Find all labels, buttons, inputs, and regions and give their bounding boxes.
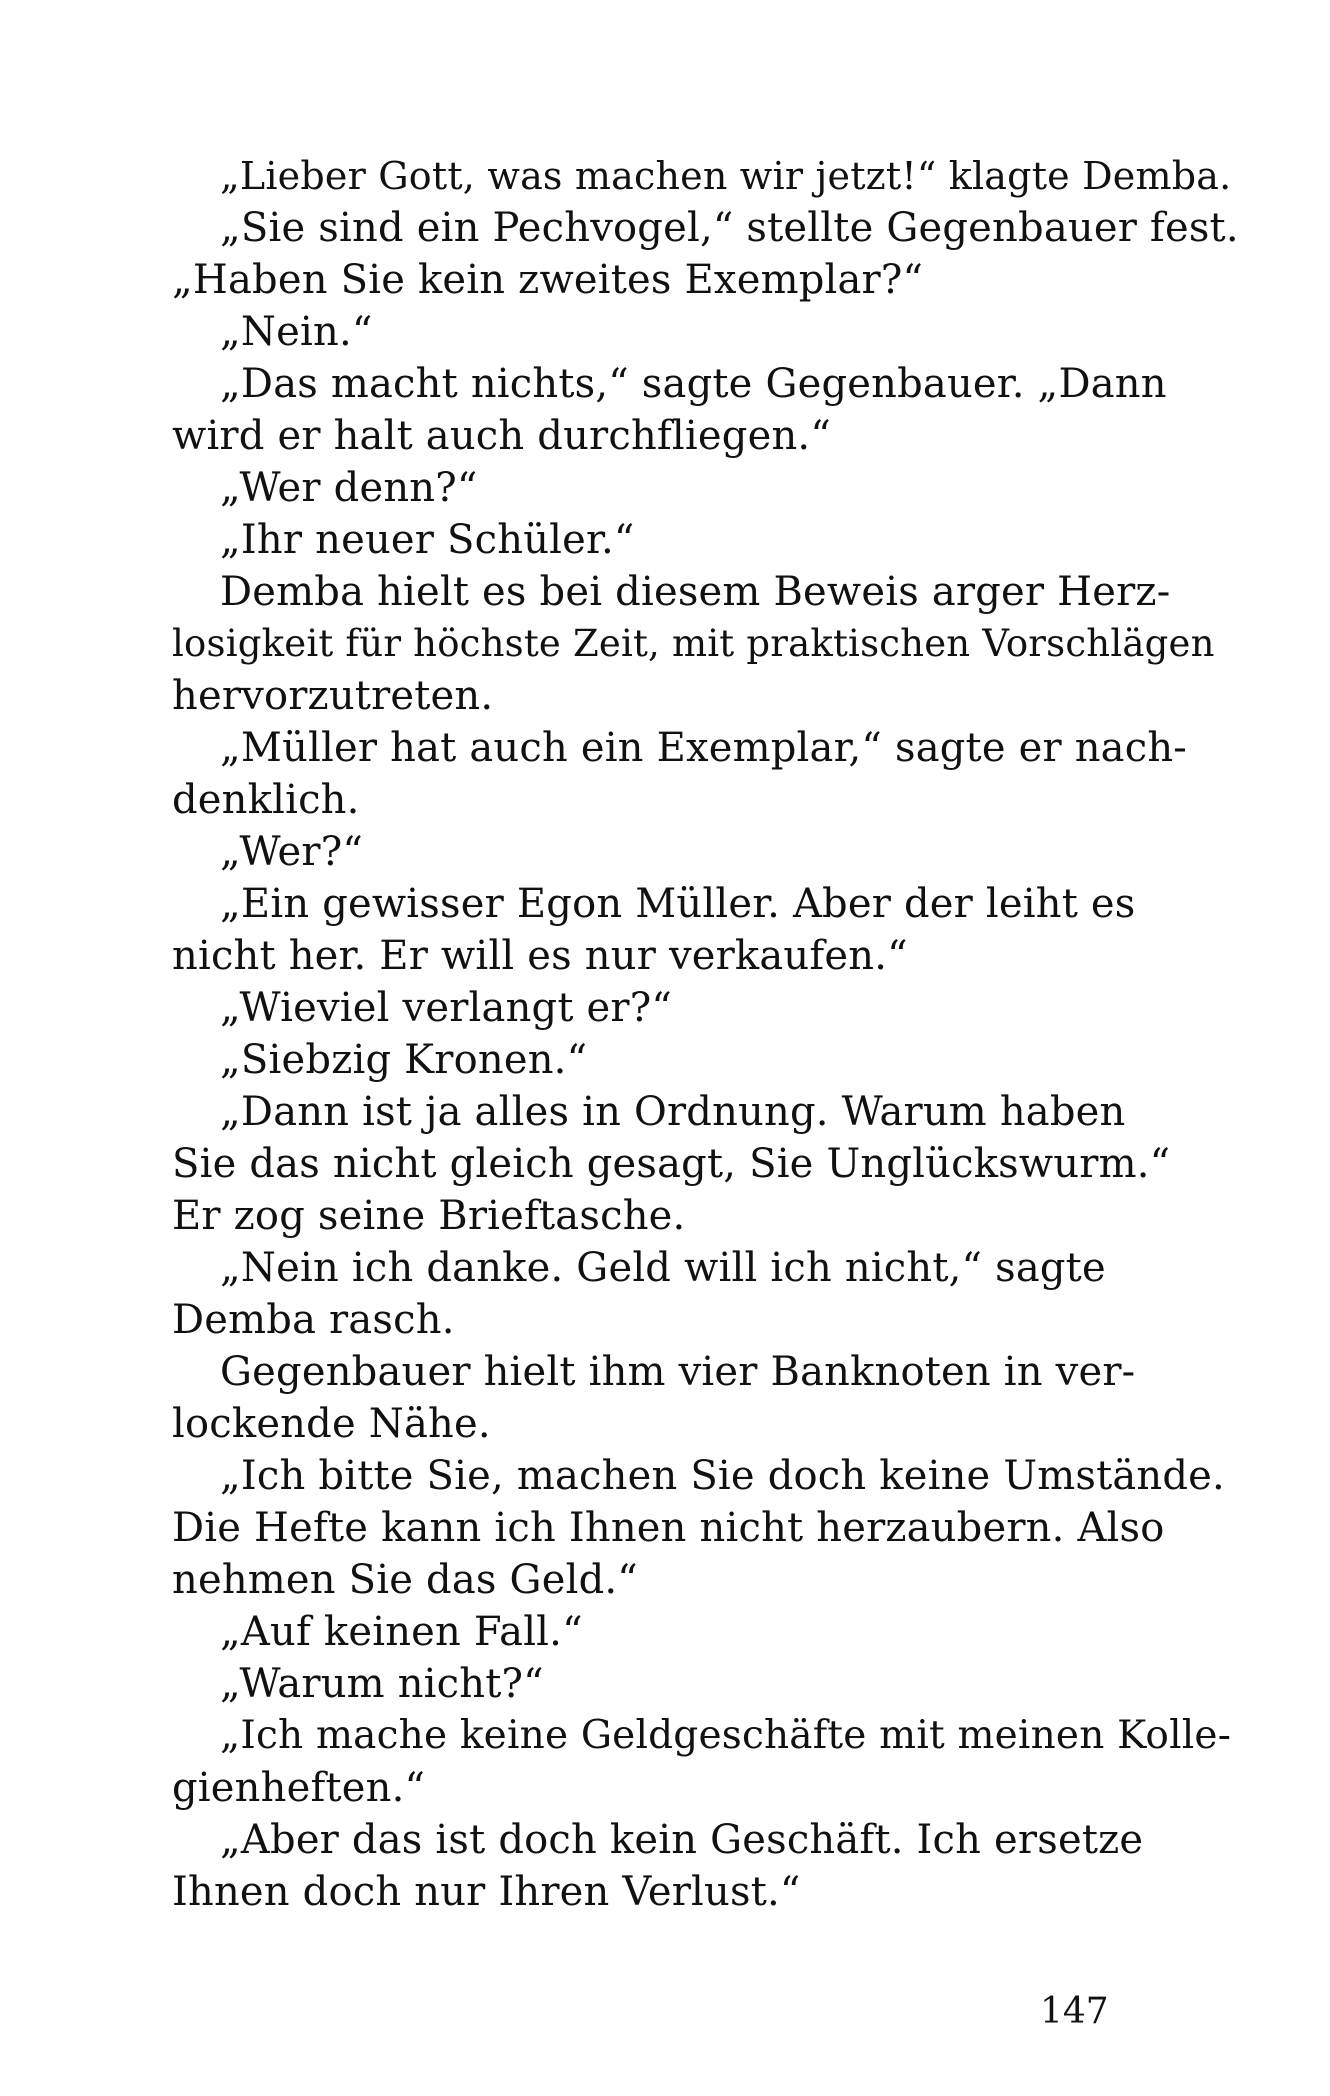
text-line: „Siebzig Kronen.“ [220, 1037, 588, 1083]
text-line: Demba rasch. [172, 1297, 455, 1343]
text-line: „Das macht nichts,“ sagte Gegenbauer. „Dann [220, 361, 1167, 407]
text-line: nicht her. Er will es nur verkaufen.“ [172, 933, 908, 979]
text-line: Ihnen doch nur Ihren Verlust.“ [172, 1869, 801, 1915]
text-line: „Haben Sie kein zweites Exemplar?“ [172, 257, 924, 303]
text-line: „Lieber Gott, was machen wir jetzt!“ klagte Demba. [220, 154, 1232, 198]
text-line: Die Hefte kann ich Ihnen nicht herzaubern. Also [172, 1505, 1165, 1551]
text-line: „Auf keinen Fall.“ [220, 1609, 583, 1655]
text-line: „Wer denn?“ [220, 465, 478, 511]
text-line: „Ich mache keine Geldgeschäfte mit meinen Kolle- [220, 1713, 1232, 1758]
text-line: „Ein gewisser Egon Müller. Aber der leiht es [220, 881, 1136, 927]
text-line: losigkeit für höchste Zeit, mit praktischen Vorschlägen [172, 622, 1215, 665]
text-line: hervorzutreten. [172, 673, 494, 719]
text-line: „Dann ist ja alles in Ordnung. Warum haben [220, 1089, 1126, 1135]
text-line: „Sie sind ein Pechvogel,“ stellte Gegenbauer fest. [220, 205, 1239, 251]
text-line: Sie das nicht gleich gesagt, Sie Unglückswurm.“ [172, 1141, 1171, 1187]
text-line: „Ich bitte Sie, machen Sie doch keine Umstände. [220, 1453, 1225, 1499]
text-line: Demba hielt es bei diesem Beweis arger Herz- [220, 569, 1171, 615]
text-line: „Wer?“ [220, 829, 364, 875]
text-line: „Ihr neuer Schüler.“ [220, 517, 635, 563]
text-line: wird er halt auch durchfliegen.“ [172, 413, 831, 459]
page-number: 147 [1040, 1991, 1109, 2032]
text-line: „Aber das ist doch kein Geschäft. Ich ersetze [220, 1817, 1144, 1863]
text-line: „Nein ich danke. Geld will ich nicht,“ sagte [220, 1245, 1106, 1291]
text-line: „Wieviel verlangt er?“ [220, 985, 673, 1031]
text-line: „Warum nicht?“ [220, 1661, 544, 1707]
text-line: Gegenbauer hielt ihm vier Banknoten in ver- [220, 1349, 1136, 1395]
text-line: nehmen Sie das Geld.“ [172, 1557, 638, 1603]
text-line: lockende Nähe. [172, 1401, 491, 1447]
text-line: Er zog seine Brieftasche. [172, 1193, 686, 1239]
text-line: „Nein.“ [220, 309, 373, 355]
text-line: gienheften.“ [172, 1765, 426, 1811]
text-line: „Müller hat auch ein Exemplar,“ sagte er nach- [220, 725, 1188, 771]
text-line: denklich. [172, 777, 360, 823]
